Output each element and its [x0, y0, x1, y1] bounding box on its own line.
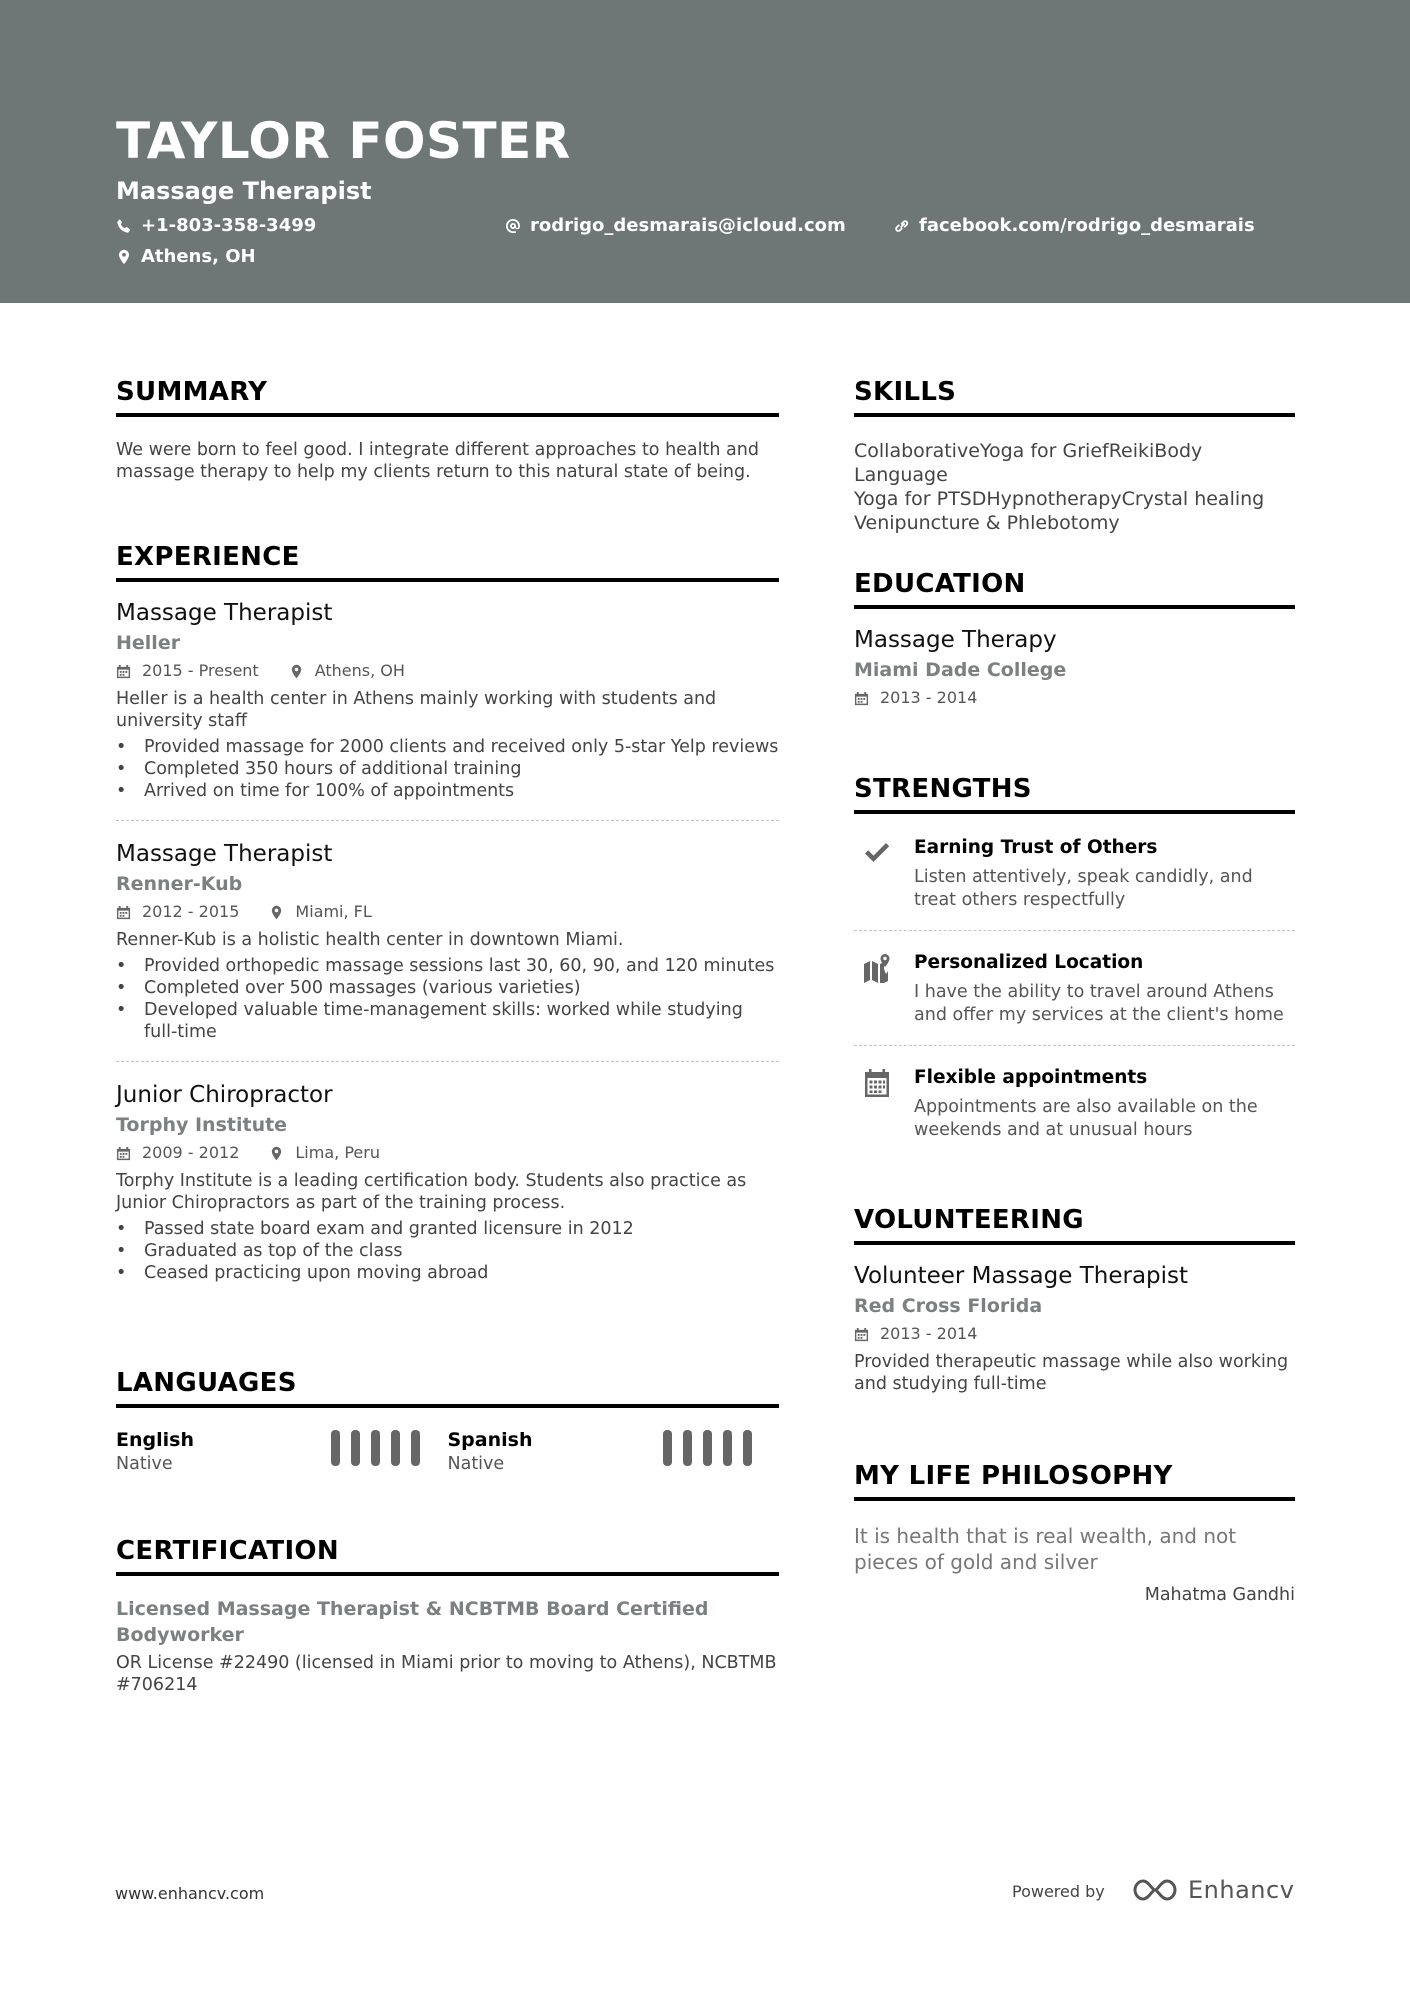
- job-description: Renner-Kub is a holistic health center in downtown Miami.: [116, 930, 624, 950]
- job-entry: [116, 839, 779, 1061]
- job-title: Massage Therapist: [116, 841, 333, 867]
- languages-title: LANGUAGES: [116, 1366, 779, 1408]
- calendar-icon: [854, 691, 869, 706]
- strength-item: [854, 951, 1295, 1045]
- job-title: Junior Chiropractor: [116, 1082, 333, 1108]
- experience-title: EXPERIENCE: [116, 540, 779, 582]
- powered-by-label: Powered by: [1012, 1882, 1105, 1901]
- volunteering-organization: Red Cross Florida: [854, 1295, 1043, 1317]
- location-pin-icon: [269, 1146, 284, 1161]
- strength-item: [854, 836, 1295, 930]
- certification-title: CERTIFICATION: [116, 1534, 779, 1576]
- job-description: Heller is a health center in Athens mainly working with students and university staff: [116, 689, 717, 731]
- proficiency-bar: [411, 1430, 420, 1466]
- at-icon: [505, 218, 521, 234]
- strength-item: [854, 1066, 1295, 1142]
- job-entry: [116, 598, 779, 820]
- candidate-name: TAYLOR FOSTER: [116, 112, 571, 170]
- proficiency-bar: [683, 1430, 692, 1466]
- education-meta: [854, 687, 1295, 709]
- job-meta: [116, 660, 779, 682]
- volunteering-meta: [854, 1323, 1295, 1345]
- location-text: Athens, OH: [141, 246, 256, 267]
- candidate-role: Massage Therapist: [116, 177, 372, 205]
- proficiency-bar: [743, 1430, 752, 1466]
- job-description: Torphy Institute is a leading certification body. Students also practice as Junior Chiropractors as part of the training process.: [116, 1171, 747, 1213]
- job-company: Torphy Institute: [116, 1114, 288, 1136]
- summary-text: We were born to feel good. I integrate different approaches to health and massage therapy to help my clients return to this natural state of being.: [116, 440, 759, 482]
- philosophy-title: MY LIFE PHILOSOPHY: [854, 1459, 1295, 1501]
- volunteering-description: Provided therapeutic massage while also working and studying full-time: [854, 1352, 1289, 1394]
- summary-section: [116, 375, 779, 483]
- education-degree: Massage Therapy: [854, 627, 1057, 653]
- job-bullet: • Provided orthopedic massage sessions last 30, 60, 90, and 120 minutes: [116, 955, 779, 977]
- footer-website-link[interactable]: www.enhancv.com: [115, 1884, 265, 1903]
- job-title: Massage Therapist: [116, 600, 333, 626]
- website-text: facebook.com/rodrigo_desmarais: [919, 215, 1255, 236]
- job-bullets: [116, 736, 779, 802]
- volunteering-role: Volunteer Massage Therapist: [854, 1263, 1189, 1289]
- education-section: [854, 567, 1295, 709]
- language-name: English: [116, 1429, 194, 1451]
- link-icon: [894, 218, 910, 234]
- strength-title: Personalized Location: [914, 952, 1144, 973]
- strength-description: I have the ability to travel around Athens and offer my services at the client's home: [914, 982, 1284, 1025]
- enhancv-logo-icon: [1132, 1877, 1178, 1903]
- skills-list: [854, 439, 1295, 535]
- divider: [854, 1045, 1295, 1046]
- language-level: Native: [116, 1454, 173, 1474]
- job-dates: 2009 - 2012: [142, 1143, 240, 1162]
- strengths-title: STRENGTHS: [854, 772, 1295, 814]
- summary-title: SUMMARY: [116, 375, 779, 417]
- calendar-icon: [862, 1068, 892, 1098]
- strengths-section: [854, 772, 1295, 1142]
- calendar-icon: [854, 1327, 869, 1342]
- language-item: [448, 1428, 780, 1478]
- skills-title: SKILLS: [854, 375, 1295, 417]
- certification-description: OR License #22490 (licensed in Miami prior to moving to Athens), NCBTMB #706214: [116, 1653, 777, 1695]
- phone-text: +1-803-358-3499: [141, 215, 317, 236]
- job-company: Heller: [116, 632, 181, 654]
- language-item: [116, 1428, 448, 1478]
- proficiency-bar: [723, 1430, 732, 1466]
- job-bullet: • Passed state board exam and granted licensure in 2012: [116, 1218, 779, 1240]
- language-name: Spanish: [447, 1429, 533, 1451]
- volunteering-section: [854, 1203, 1295, 1395]
- job-bullet: • Completed over 500 massages (various varieties): [116, 977, 779, 999]
- job-dates: 2015 - Present: [142, 661, 259, 680]
- contact-location: [116, 245, 256, 269]
- proficiency-bar: [371, 1430, 380, 1466]
- contact-email[interactable]: [505, 214, 846, 238]
- strength-description: Appointments are also available on the weekends and at unusual hours: [914, 1097, 1258, 1140]
- languages-list: [116, 1428, 779, 1478]
- job-bullet: • Developed valuable time-management skills: worked while studying full-time: [116, 999, 779, 1043]
- proficiency-bar: [391, 1430, 400, 1466]
- contact-website[interactable]: [894, 214, 1255, 238]
- check-icon: [862, 838, 892, 868]
- skills-line: CollaborativeYoga for GriefReikiBody Language: [854, 440, 1203, 486]
- job-location: Lima, Peru: [295, 1143, 380, 1162]
- education-title: EDUCATION: [854, 567, 1295, 609]
- location-pin-icon: [116, 249, 132, 265]
- certification-name: Licensed Massage Therapist & NCBTMB Board Certified Bodyworker: [116, 1598, 709, 1646]
- job-meta: [116, 1142, 779, 1164]
- calendar-icon: [116, 1146, 131, 1161]
- location-pin-icon: [269, 905, 284, 920]
- resume-header: [0, 0, 1410, 303]
- job-company: Renner-Kub: [116, 873, 243, 895]
- job-location: Athens, OH: [314, 661, 405, 680]
- language-proficiency-bars: [331, 1430, 431, 1466]
- location-pin-icon: [289, 664, 304, 679]
- job-bullet: • Completed 350 hours of additional training: [116, 758, 779, 780]
- proficiency-bar: [703, 1430, 712, 1466]
- job-bullet: • Ceased practicing upon moving abroad: [116, 1262, 779, 1284]
- job-dates: 2012 - 2015: [142, 902, 240, 921]
- experience-section: [116, 540, 779, 1284]
- job-bullet: • Provided massage for 2000 clients and received only 5-star Yelp reviews: [116, 736, 779, 758]
- languages-section: [116, 1366, 779, 1478]
- language-proficiency-bars: [663, 1430, 763, 1466]
- strength-description: Listen attentively, speak candidly, and treat others respectfully: [914, 867, 1253, 910]
- skills-line: Venipuncture & Phlebotomy: [854, 512, 1120, 534]
- certification-section: [116, 1534, 779, 1696]
- divider: [116, 820, 779, 821]
- divider: [116, 1061, 779, 1062]
- map-location-icon: [862, 953, 892, 983]
- education-school: Miami Dade College: [854, 659, 1067, 681]
- volunteering-dates: 2013 - 2014: [880, 1324, 978, 1343]
- volunteering-title: VOLUNTEERING: [854, 1203, 1295, 1245]
- philosophy-quote: It is health that is real wealth, and not pieces of gold and silver: [854, 1524, 1237, 1574]
- job-bullet: • Arrived on time for 100% of appointments: [116, 780, 779, 802]
- calendar-icon: [116, 905, 131, 920]
- phone-icon: [116, 218, 132, 234]
- calendar-icon: [116, 664, 131, 679]
- proficiency-bar: [663, 1430, 672, 1466]
- enhancv-logo[interactable]: [1132, 1876, 1294, 1904]
- proficiency-bar: [331, 1430, 340, 1466]
- job-bullets: [116, 1218, 779, 1284]
- email-text: rodrigo_desmarais@icloud.com: [530, 215, 846, 236]
- job-bullets: [116, 955, 779, 1043]
- strength-title: Earning Trust of Others: [914, 837, 1158, 858]
- language-level: Native: [447, 1454, 505, 1474]
- job-bullet: • Graduated as top of the class: [116, 1240, 779, 1262]
- job-entry: [116, 1080, 779, 1284]
- enhancv-logo-text: Enhancv: [1188, 1876, 1295, 1904]
- skills-section: [854, 375, 1295, 535]
- divider: [854, 930, 1295, 931]
- education-dates: 2013 - 2014: [880, 688, 978, 707]
- philosophy-section: [854, 1459, 1295, 1607]
- job-location: Miami, FL: [295, 902, 372, 921]
- job-meta: [116, 901, 779, 923]
- contact-phone[interactable]: [116, 214, 316, 238]
- strength-title: Flexible appointments: [914, 1067, 1148, 1088]
- philosophy-author: Mahatma Gandhi: [1144, 1585, 1295, 1605]
- skills-line: Yoga for PTSDHypnotherapyCrystal healing: [854, 488, 1265, 510]
- proficiency-bar: [351, 1430, 360, 1466]
